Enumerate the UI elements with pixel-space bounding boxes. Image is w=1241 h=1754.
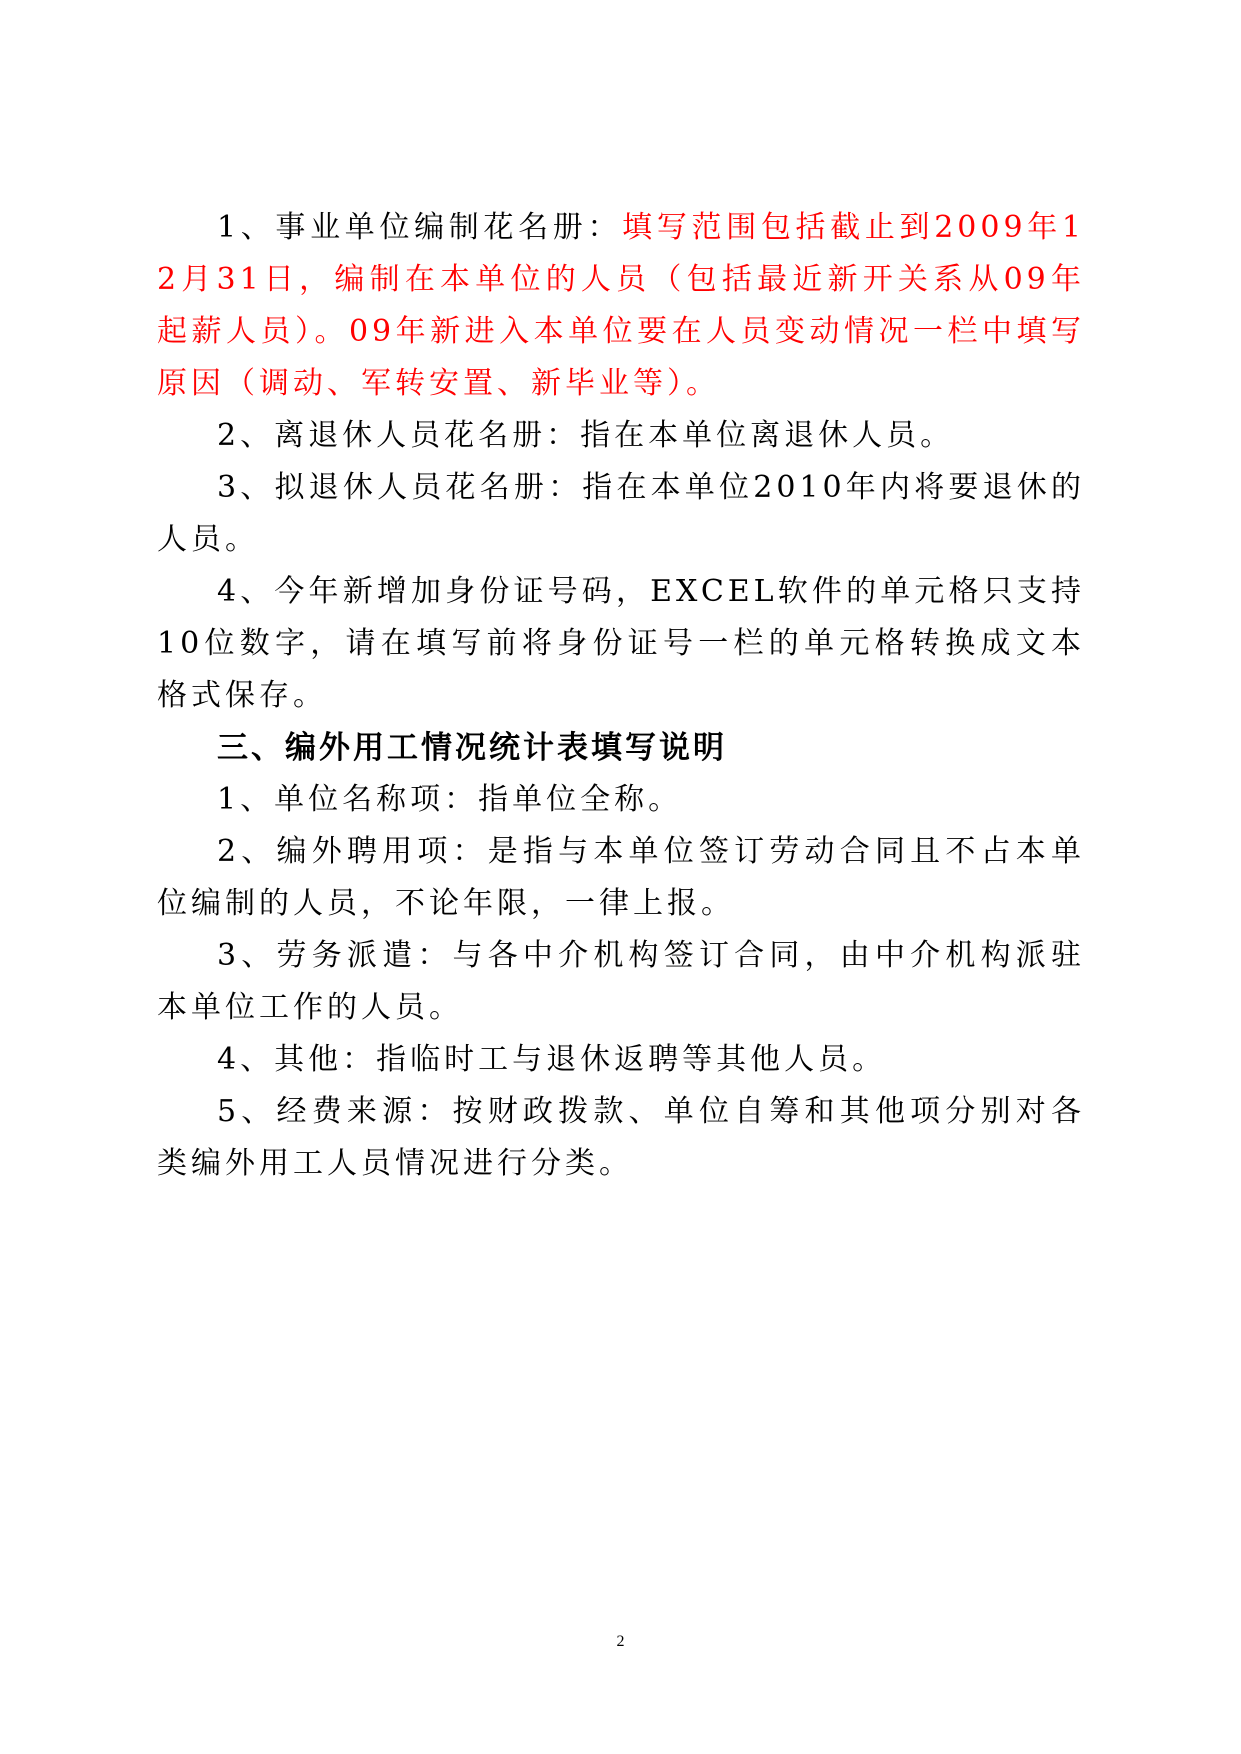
section3-item-labor-dispatch: 3、劳务派遣：与各中介机构签订合同，由中介机构派驻本单位工作的人员。 [157,938,1085,1025]
section3-item-unit-name: 1、单位名称项：指单位全称。 [217,782,683,817]
item-staff-roster-lead: 1、事业单位编制花名册： [217,210,623,245]
document-body [157,202,1085,1190]
item-staff-roster [157,202,1085,410]
page-number: 2 [616,1633,625,1650]
section3-item-contract-hire: 2、编外聘用项：是指与本单位签订劳动合同且不占本单位编制的人员，不论年限，一律上报。 [157,834,1085,921]
item-pre-retirement-roster: 3、拟退休人员花名册：指在本单位2010年内将要退休的人员。 [157,470,1085,557]
section3-item-other: 4、其他：指临时工与退休返聘等其他人员。 [217,1042,887,1077]
item-retired-roster: 2、离退休人员花名册：指在本单位离退休人员。 [217,418,955,453]
section3-heading: 三、编外用工情况统计表填写说明 [217,730,727,766]
section3-item-funding-source: 5、经费来源：按财政拨款、单位自筹和其他项分别对各类编外用工人员情况进行分类。 [157,1094,1085,1181]
item-staff-roster-highlight: 填写范围包括截止到2009年12月31日，编制在本单位的人员（包括最近新开关系从09年起薪人员）。09年新进入本单位要在人员变动情况一栏中填写原因（调动、军转安置、新毕业等）。 [157,210,1086,401]
item-id-number-note: 4、今年新增加身份证号码，EXCEL软件的单元格只支持10位数字，请在填写前将身份证号一栏的单元格转换成文本格式保存。 [157,574,1085,713]
